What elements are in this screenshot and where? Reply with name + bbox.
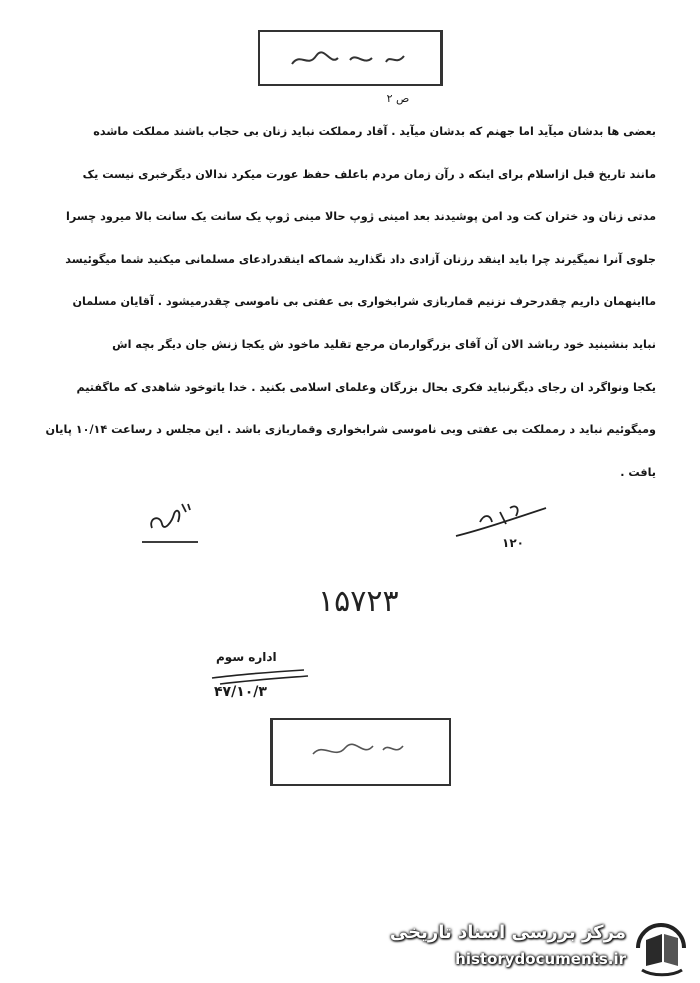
bottom-stamp xyxy=(270,718,451,786)
page-number: ص ۲ xyxy=(386,92,410,105)
registration-number: ۱۵۷۲۳ xyxy=(318,584,399,619)
text-line: بعضی ها بدشان میآید اما جهنم که بدشان میآید . آقاد رمملکت نباید زنان بی حجاب باشند مملکت ماشده xyxy=(93,125,656,138)
archive-logo-icon xyxy=(632,918,690,976)
text-line: جلوی آنرا نمیگیرند چرا باید اینقد رزنان آزادی داد نگذارید شماکه اینقدرادعای مسلمانی میکنید شما میگوئیسد xyxy=(65,252,656,266)
text-line: ومیگوئیم نباید د رمملکت بی عفتی وبی ناموسی شرابخواری وقماربازی باشد . این مجلس د رساعت ۱۰/۱۴ پایان xyxy=(45,423,656,437)
watermark-url: historydocuments.ir xyxy=(455,950,626,968)
document-date: ۴۷/۱۰/۳ xyxy=(214,684,267,700)
department-label: اداره سوم xyxy=(216,650,277,664)
text-line: نباید بنشینید خود رباشد الان آن آقای بزرگوارمان مرجع تقلید ماخود ش یکجا زنش جان دیگر بچه اش xyxy=(112,337,656,351)
top-stamp xyxy=(258,30,443,86)
left-signature-icon xyxy=(138,500,208,550)
text-line: یافت . xyxy=(620,465,656,479)
text-line: مانند تاریخ قبل ازاسلام برای اینکه د رآن زمان مردم باعلف حفظ عورت میکرد ندالان دیگرخبری نیست یک xyxy=(82,167,656,181)
signature-label: ۱۲۰ xyxy=(502,536,524,550)
document-body xyxy=(45,124,656,507)
text-line: یکجا ونواگرد ان رجای دیگرنباید فکری بحال بزرگان وعلمای اسلامی بکنید . خدا یاتوخود شاهدی که ماگفتیم xyxy=(76,380,656,394)
text-line: مااینهمان داریم چقدرحرف نزنیم قماربازی شرابخواری بی عفتی بی ناموسی چقدرمیشود . آقایان مسلمان xyxy=(72,295,656,309)
text-line: مدتی زنان ود ختران کت ود امن پوشیدند بعد امینی ژوپ حالا مینی ژوپ یک سانت یک سانت بالا میرود چسرا xyxy=(65,210,656,224)
watermark xyxy=(389,914,696,978)
stamp-handwriting-icon xyxy=(273,720,443,780)
watermark-title: مرکز بررسی اسناد تاریخی xyxy=(389,922,626,943)
stamp-handwriting-icon xyxy=(290,46,410,72)
